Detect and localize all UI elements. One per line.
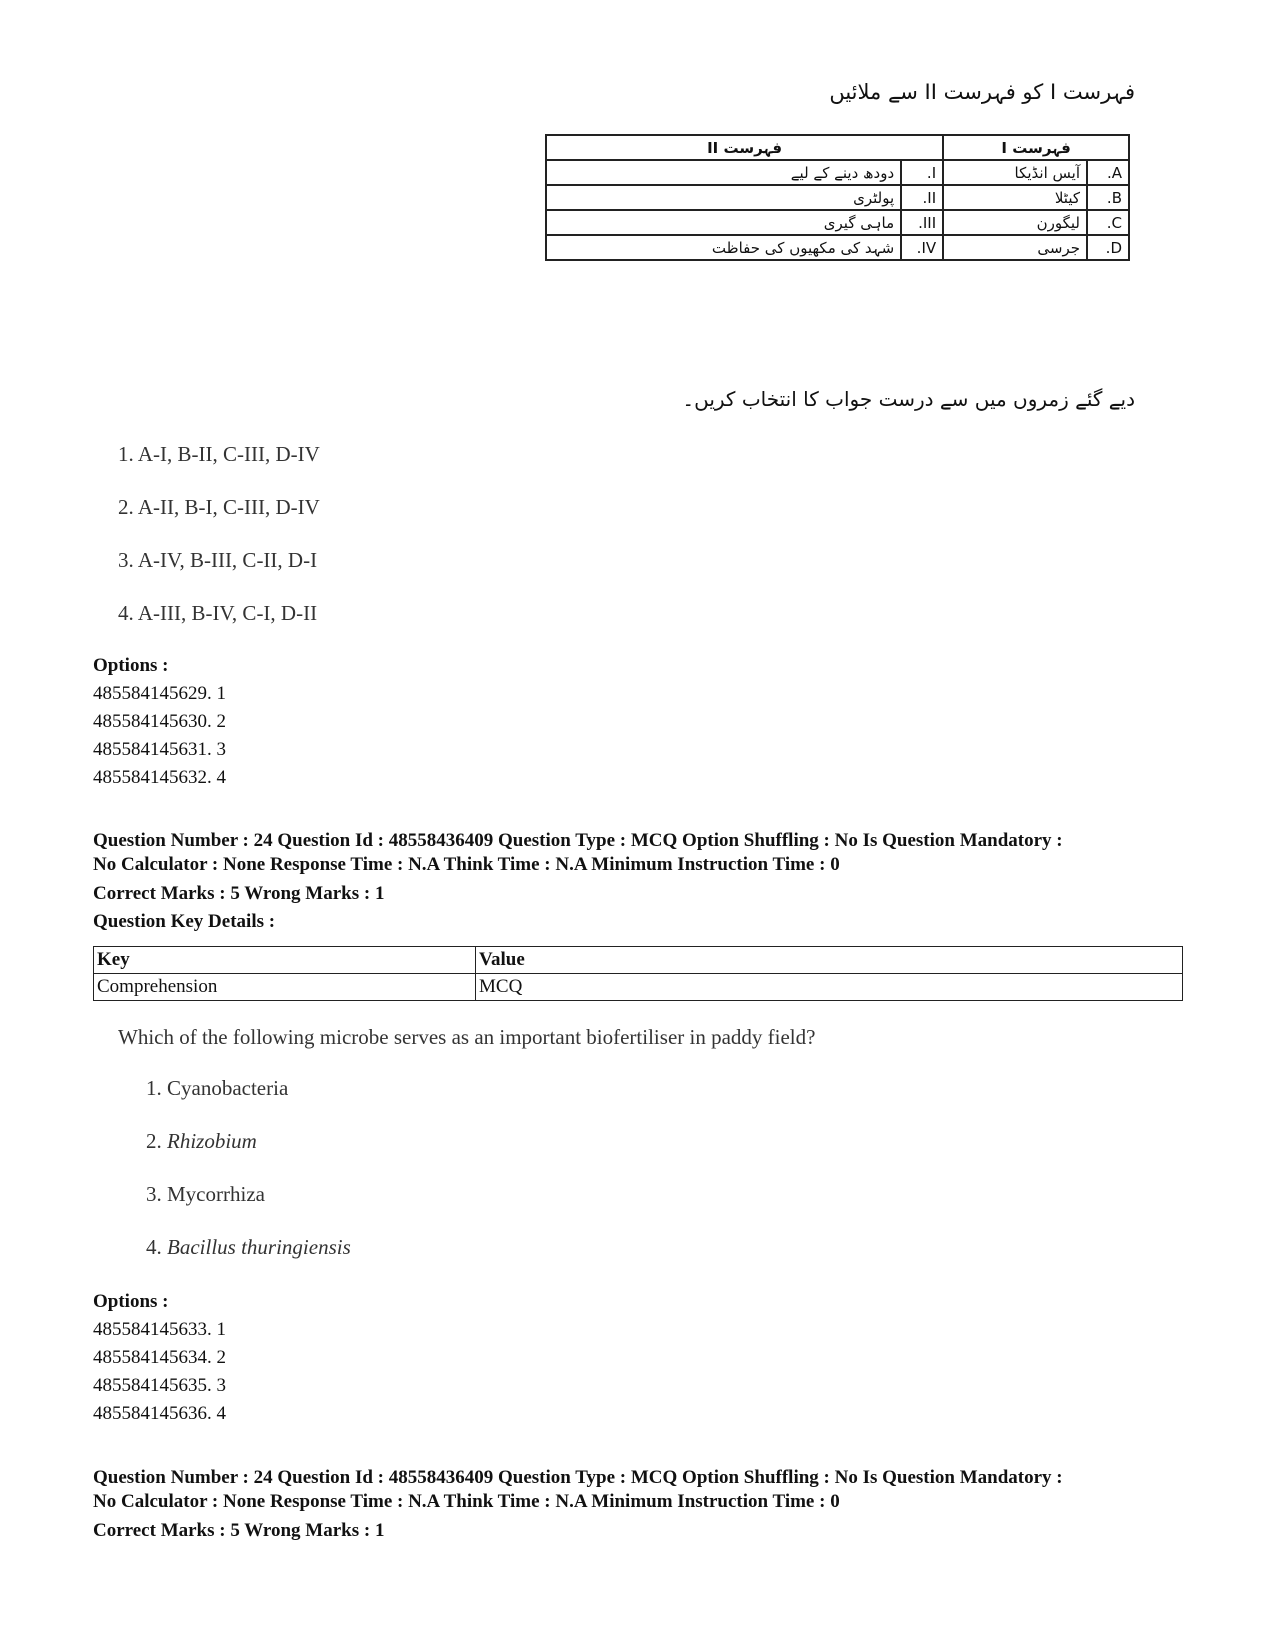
question-text: Which of the following microbe serves as an important biofertiliser in paddy field? xyxy=(118,1025,816,1049)
answer-choice xyxy=(146,1235,351,1260)
list1-item: آیس انڈیکا xyxy=(943,160,1087,185)
match-table-row xyxy=(546,185,1129,210)
match-table-row xyxy=(546,210,1129,235)
option-id: 485584145632. 4 xyxy=(93,767,226,788)
option-id: 485584145635. 3 xyxy=(93,1375,226,1396)
key-table-row xyxy=(94,974,1183,1001)
option-id: 485584145631. 3 xyxy=(93,739,226,760)
options-label: Options : xyxy=(93,1291,169,1312)
match-table-row xyxy=(546,235,1129,260)
value-cell: MCQ xyxy=(476,974,1183,1001)
list2-item: دودھ دینے کے لیے xyxy=(546,160,901,185)
list1-item: جرسی xyxy=(943,235,1087,260)
question-meta-line1: Question Number : 24 Question Id : 48558436409 Question Type : MCQ Option Shuffling : No Is Question Mandatory : xyxy=(93,1467,1063,1488)
list2-label: IV. xyxy=(901,235,943,260)
list1-label: A. xyxy=(1087,160,1129,185)
list1-item: کیٹلا xyxy=(943,185,1087,210)
list2-item: پولٹری xyxy=(546,185,901,210)
options-label: Options : xyxy=(93,655,169,676)
option-id: 485584145633. 1 xyxy=(93,1319,226,1340)
list2-header: فہرست II xyxy=(546,135,943,160)
value-header: Value xyxy=(476,947,1183,974)
answer-text: Mycorrhiza xyxy=(167,1182,265,1206)
list2-label: I. xyxy=(901,160,943,185)
answer-choice xyxy=(146,1129,257,1154)
answer-choice xyxy=(146,1182,265,1207)
answer-number: 4. xyxy=(146,1235,162,1259)
choose-instruction: دیے گئے زمروں میں سے درست جواب کا انتخاب کریں۔ xyxy=(682,387,1135,411)
question-meta-line2: No Calculator : None Response Time : N.A Think Time : N.A Minimum Instruction Time : 0 xyxy=(93,854,840,875)
answer-number: 1. xyxy=(146,1076,162,1100)
match-table-header xyxy=(546,135,1129,160)
list1-label: C. xyxy=(1087,210,1129,235)
question-meta-line2: No Calculator : None Response Time : N.A Think Time : N.A Minimum Instruction Time : 0 xyxy=(93,1491,840,1512)
answer-text: Bacillus thuringiensis xyxy=(167,1235,351,1259)
key-cell: Comprehension xyxy=(94,974,476,1001)
answer-text: Cyanobacteria xyxy=(167,1076,289,1100)
answer-choice xyxy=(146,1076,288,1101)
list2-item: ماہی گیری xyxy=(546,210,901,235)
answer-choice: 3. A-IV, B-III, C-II, D-I xyxy=(118,548,318,572)
answer-number: 3. xyxy=(146,1182,162,1206)
question-meta-line1: Question Number : 24 Question Id : 48558436409 Question Type : MCQ Option Shuffling : No Is Question Mandatory : xyxy=(93,830,1063,851)
key-details-label: Question Key Details : xyxy=(93,911,276,932)
match-table xyxy=(545,134,1130,261)
match-instruction: فہرست I کو فہرست II سے ملائیں xyxy=(829,80,1135,104)
list2-item: شہد کی مکھیوں کی حفاظت xyxy=(546,235,901,260)
list2-label: II. xyxy=(901,185,943,210)
answer-choice: 4. A-III, B-IV, C-I, D-II xyxy=(118,601,318,625)
option-id: 485584145630. 2 xyxy=(93,711,226,732)
option-id: 485584145634. 2 xyxy=(93,1347,226,1368)
answer-choice: 1. A-I, B-II, C-III, D-IV xyxy=(118,442,320,466)
match-table-row xyxy=(546,160,1129,185)
key-details-table xyxy=(93,946,1183,1001)
marks-line: Correct Marks : 5 Wrong Marks : 1 xyxy=(93,1520,385,1541)
list1-item: لیگورن xyxy=(943,210,1087,235)
marks-line: Correct Marks : 5 Wrong Marks : 1 xyxy=(93,883,385,904)
answer-text: Rhizobium xyxy=(167,1129,257,1153)
key-table-header xyxy=(94,947,1183,974)
answer-number: 2. xyxy=(146,1129,162,1153)
list1-label: B. xyxy=(1087,185,1129,210)
list2-label: III. xyxy=(901,210,943,235)
answer-choice: 2. A-II, B-I, C-III, D-IV xyxy=(118,495,320,519)
option-id: 485584145629. 1 xyxy=(93,683,226,704)
list1-header: فہرست I xyxy=(943,135,1129,160)
key-header: Key xyxy=(94,947,476,974)
list1-label: D. xyxy=(1087,235,1129,260)
option-id: 485584145636. 4 xyxy=(93,1403,226,1424)
